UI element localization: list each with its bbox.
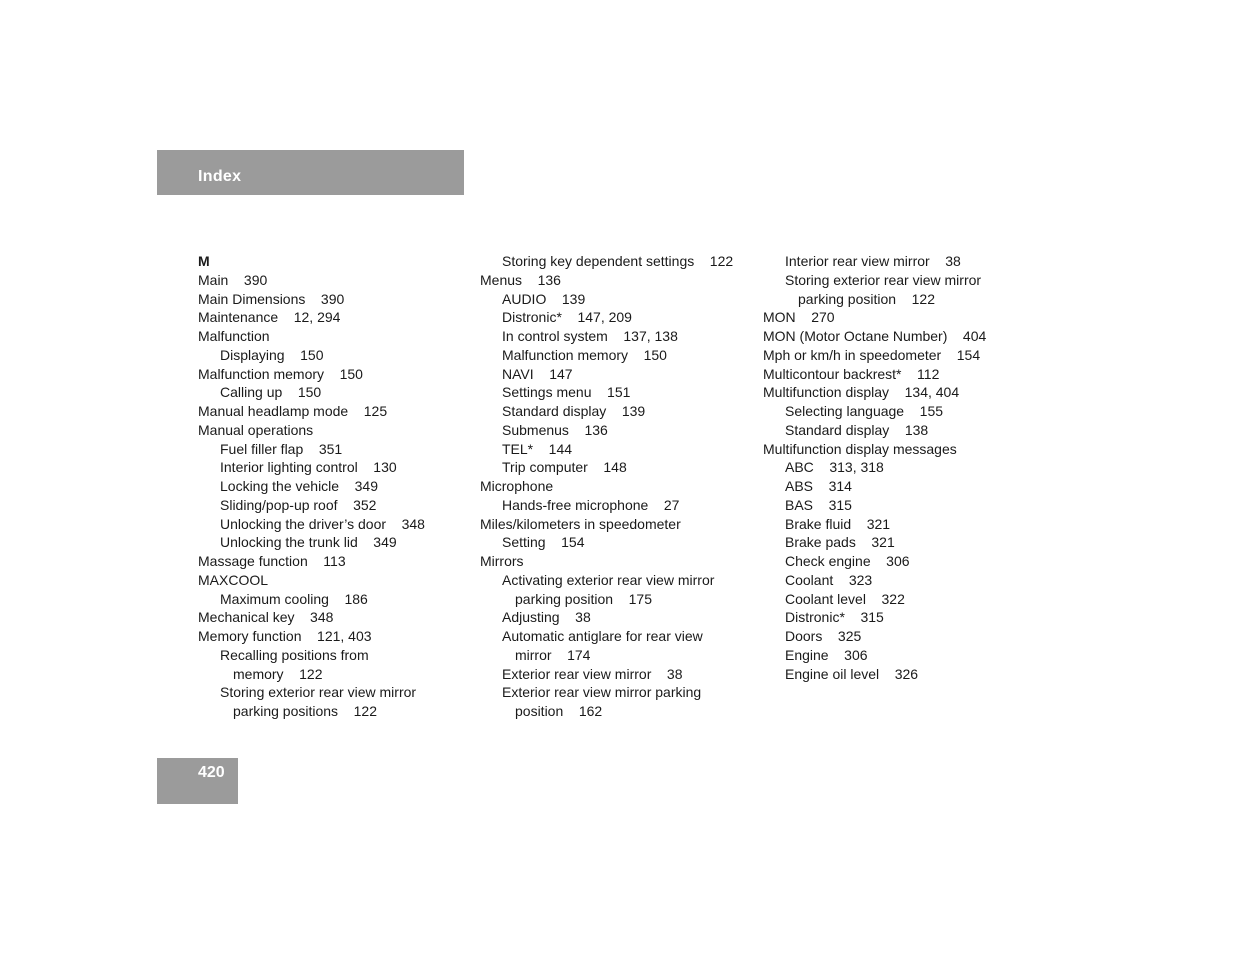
index-entry: Main Dimensions 390	[198, 290, 345, 307]
index-column-1	[198, 252, 425, 721]
index-entry: Storing exterior rear view mirror	[785, 271, 982, 288]
index-entry: NAVI 147	[502, 365, 573, 382]
index-entry: BAS 315	[785, 496, 852, 513]
index-entry: Storing exterior rear view mirror	[220, 684, 417, 701]
index-entry: Standard display 139	[502, 403, 646, 419]
index-entry: Trip computer 148	[502, 459, 627, 476]
index-column-2	[480, 252, 733, 721]
index-entry: Microphone	[480, 478, 554, 494]
index-entry: parking position 122	[798, 290, 935, 307]
index-entry: Locking the vehicle 349	[220, 478, 378, 494]
index-entry: Sliding/pop-up roof 352	[220, 496, 377, 513]
index-entry: ABC 313, 318	[785, 459, 884, 476]
index-entry: Settings menu 151	[502, 384, 631, 401]
index-entry: Engine 306	[785, 646, 868, 663]
index-entry: Manual headlamp mode 125	[198, 403, 388, 419]
index-entry: Interior lighting control 130	[220, 459, 397, 476]
index-entry: Maintenance 12, 294	[198, 309, 341, 326]
index-entry: Main 390	[198, 271, 268, 288]
index-entry: Submenus 136	[502, 421, 608, 438]
index-entry: Miles/kilometers in speedometer	[480, 515, 681, 532]
index-entry: Exterior rear view mirror 38	[502, 665, 683, 682]
index-entry: Mph or km/h in speedometer 154	[763, 346, 981, 363]
index-entry: Malfunction memory 150	[198, 365, 363, 382]
index-entry: Selecting language 155	[785, 403, 944, 419]
index-entry: Brake fluid 321	[785, 515, 891, 532]
index-entry: Coolant level 322	[785, 590, 905, 607]
index-entry: Malfunction	[198, 328, 270, 344]
index-entry: Maximum cooling 186	[220, 590, 368, 607]
index-entry: Standard display 138	[785, 421, 929, 438]
page-number-box	[157, 758, 238, 804]
index-entry: Multicontour backrest* 112	[763, 365, 940, 382]
index-entry: Multifunction display messages	[763, 440, 957, 457]
index-entry: Mirrors	[480, 553, 524, 569]
index-entry: Coolant 323	[785, 571, 873, 588]
index-entry: Mechanical key 348	[198, 609, 334, 626]
index-entry: Interior rear view mirror 38	[785, 253, 961, 269]
index-entry: Multifunction display 134, 404	[763, 384, 960, 401]
index-entry: Malfunction memory 150	[502, 346, 667, 363]
index-entry: Exterior rear view mirror parking	[502, 684, 702, 701]
index-entry: Automatic antiglare for rear view	[502, 628, 703, 644]
index-entry: TEL* 144	[502, 440, 573, 457]
index-entry: Storing key dependent settings 122	[502, 253, 734, 269]
index-entry: Manual operations	[198, 421, 314, 438]
index-entry: In control system 137, 138	[502, 328, 678, 344]
index-entry: memory 122	[233, 665, 323, 682]
index-entry: position 162	[515, 703, 603, 719]
index-entry: Distronic* 147, 209	[502, 309, 632, 326]
index-entry: Massage function 113	[198, 553, 346, 569]
index-column-3	[763, 252, 986, 683]
index-entry: Adjusting 38	[502, 609, 591, 626]
index-entry: Engine oil level 326	[785, 665, 919, 682]
section-title: Index	[198, 168, 242, 185]
index-entry: Unlocking the driver’s door 348	[220, 515, 425, 532]
index-entry: Menus 136	[480, 271, 561, 288]
index-entry: Setting 154	[502, 534, 585, 551]
index-entry: mirror 174	[515, 646, 591, 663]
section-header	[157, 150, 464, 195]
index-entry: Brake pads 321	[785, 534, 895, 551]
page-number: 420	[198, 764, 225, 781]
index-entry: Activating exterior rear view mirror	[502, 571, 715, 588]
index-entry: Doors 325	[785, 628, 862, 644]
index-entry: MON (Motor Octane Number) 404	[763, 328, 987, 344]
index-entry: AUDIO 139	[502, 290, 586, 307]
index-entry: ABS 314	[785, 478, 852, 494]
index-entry: Displaying 150	[220, 346, 324, 363]
index-entry: Recalling positions from	[220, 646, 369, 663]
index-letter-heading: M	[198, 253, 210, 269]
index-entry: Check engine 306	[785, 553, 910, 569]
index-entry: parking position 175	[515, 590, 652, 607]
index-entry: Calling up 150	[220, 384, 322, 401]
index-entry: parking positions 122	[233, 703, 377, 719]
index-entry: Distronic* 315	[785, 609, 884, 626]
index-entry: Fuel filler flap 351	[220, 440, 343, 457]
index-entry: Hands-free microphone 27	[502, 496, 680, 513]
index-entry: Unlocking the trunk lid 349	[220, 534, 397, 551]
index-entry: MON 270	[763, 309, 835, 326]
index-entry: Memory function 121, 403	[198, 628, 372, 644]
index-entry: MAXCOOL	[198, 571, 269, 588]
